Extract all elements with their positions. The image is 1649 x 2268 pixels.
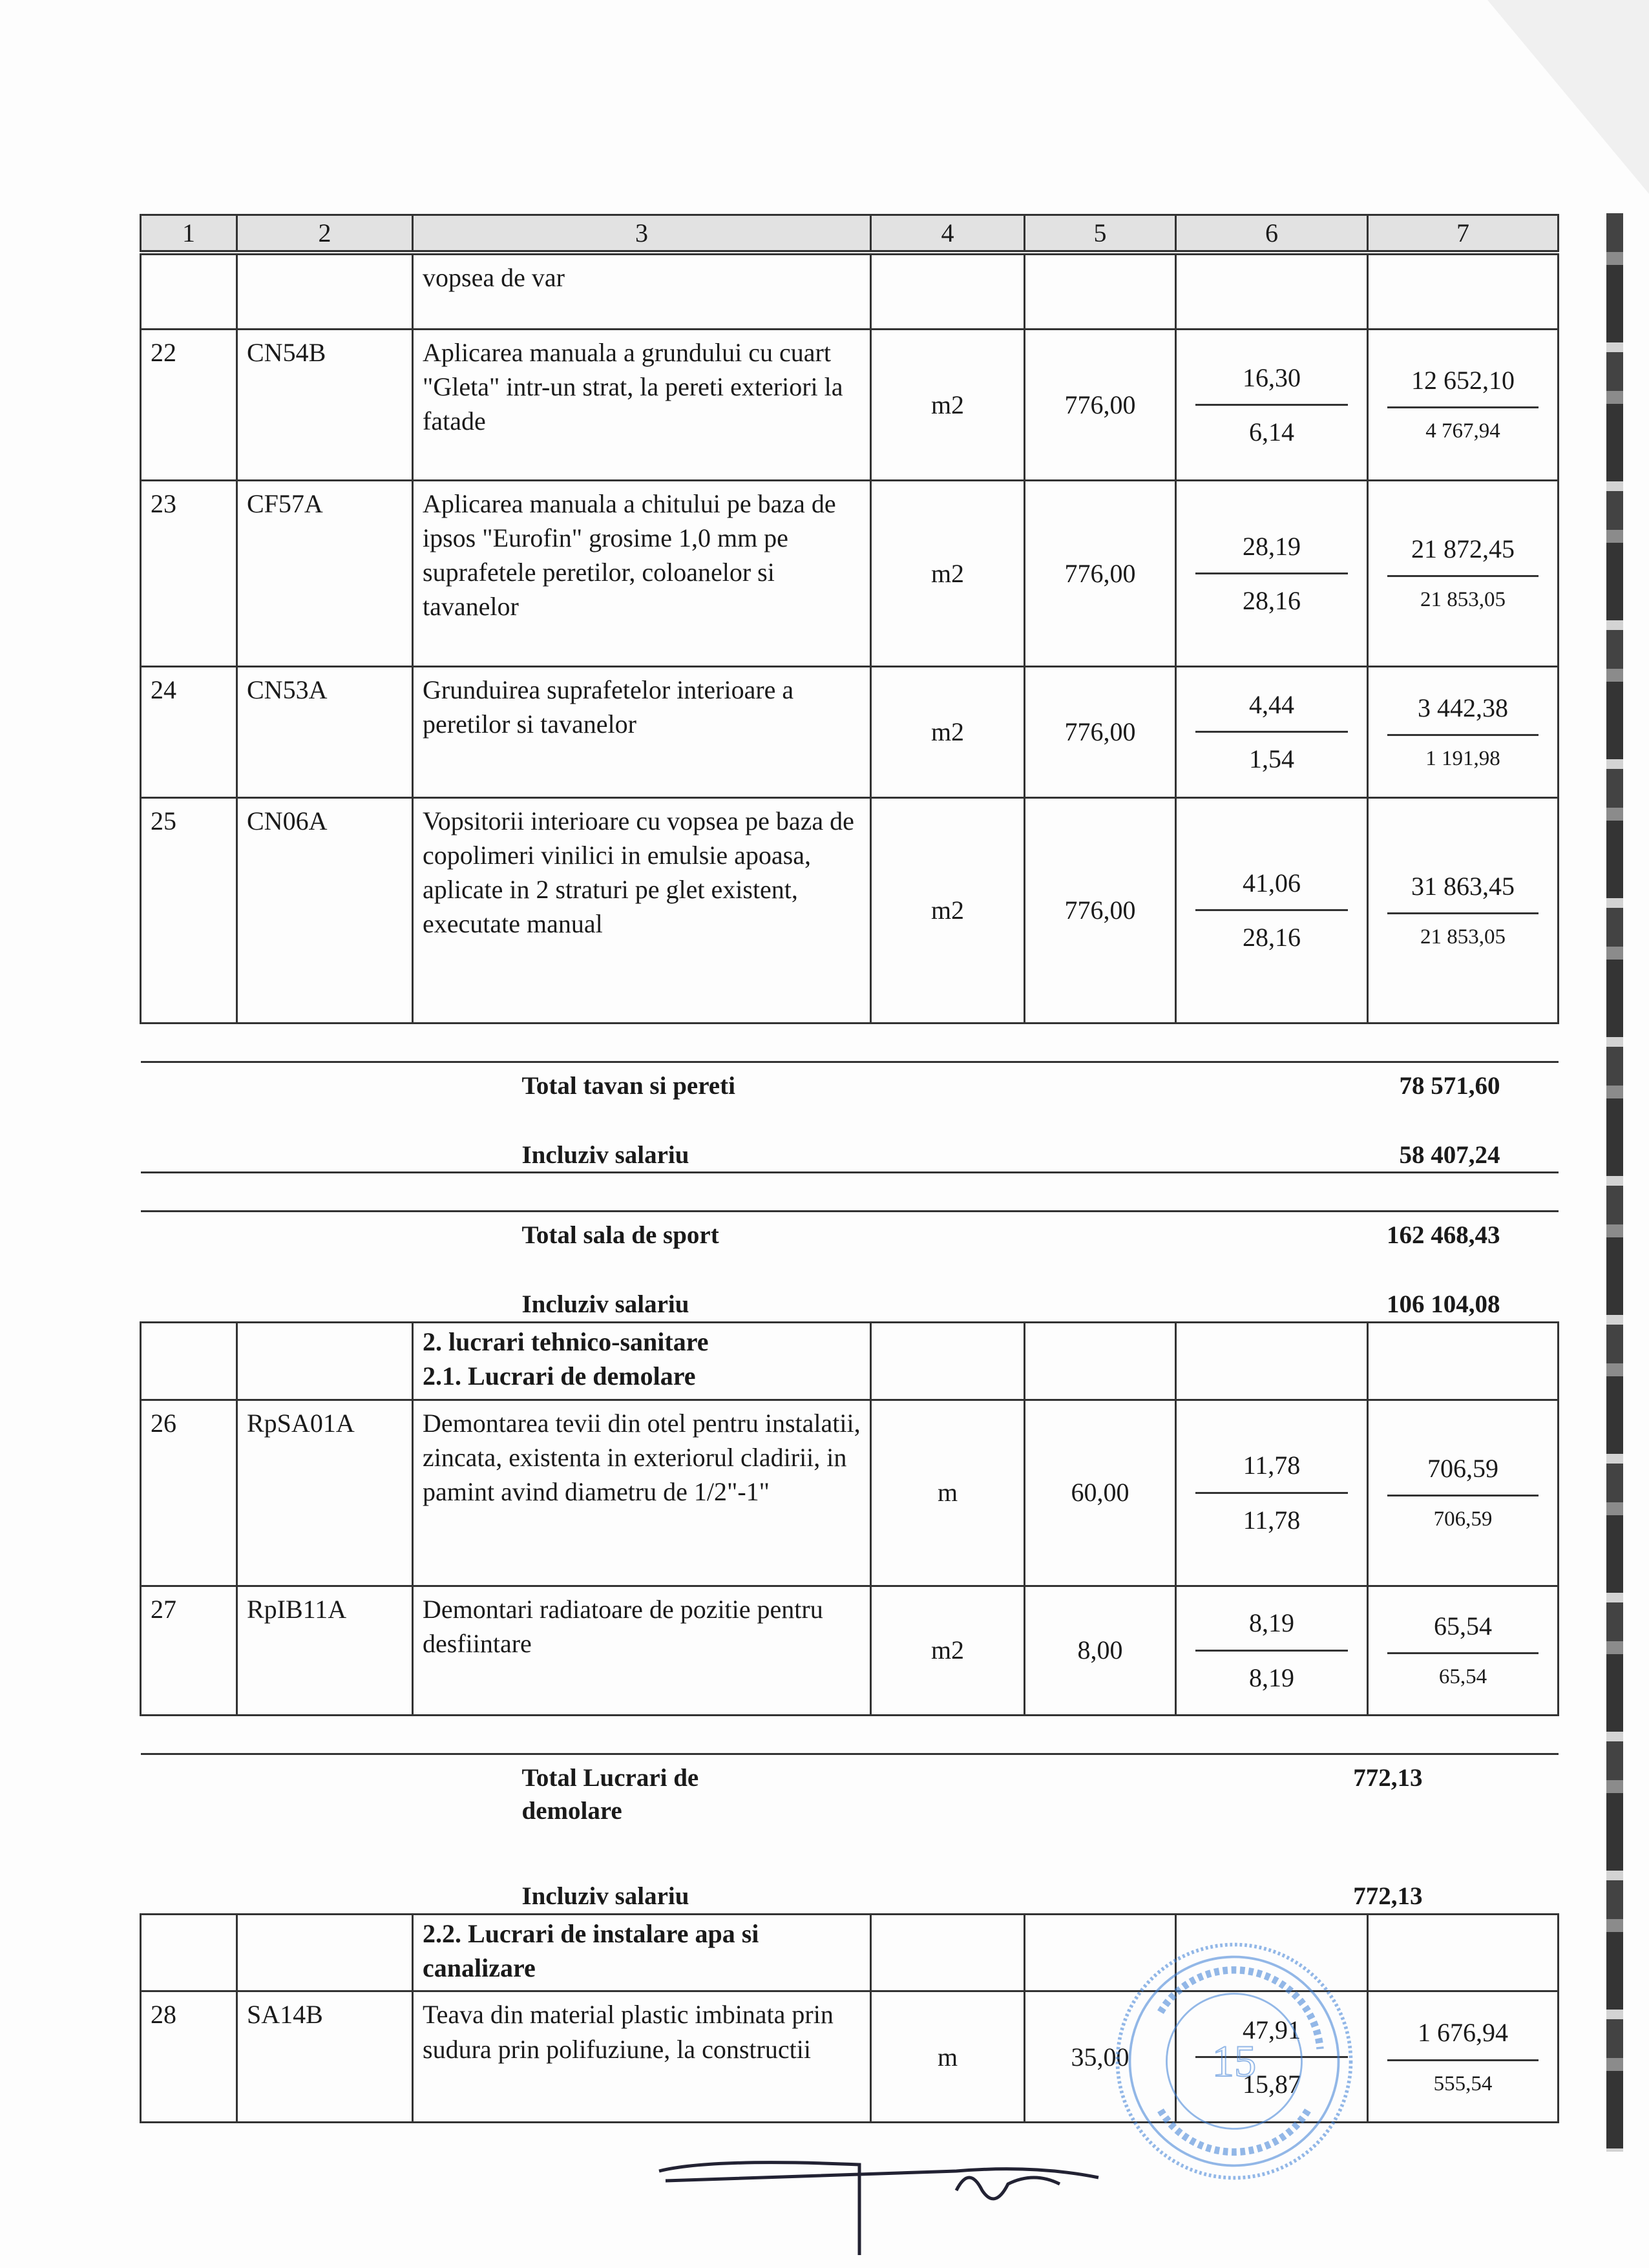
spacer-row <box>141 1023 1559 1062</box>
spacer-row <box>141 1173 1559 1212</box>
row-number: 25 <box>141 797 237 1023</box>
total-cell <box>1368 666 1559 797</box>
spacer-row <box>141 1715 1559 1754</box>
signature <box>646 2132 1163 2262</box>
unit: m2 <box>871 1586 1025 1715</box>
total-row <box>141 1062 1559 1173</box>
norm-code: RpSA01A <box>237 1400 413 1586</box>
price-cell <box>1176 1586 1368 1715</box>
column-header: 7 <box>1368 215 1559 253</box>
salary-value: 106 104,08 <box>1387 1290 1500 1319</box>
table-row <box>141 480 1559 666</box>
total-label: Total sala de sport <box>521 1221 719 1250</box>
total-label: Total Lucrari de demolare <box>521 1763 699 1825</box>
total-total-value: 1 676,94 <box>1387 2015 1539 2061</box>
total-cell <box>1368 480 1559 666</box>
total-row <box>141 1212 1559 1323</box>
total-cell <box>1368 1400 1559 1586</box>
total-row <box>141 1754 1559 1915</box>
estimate-table <box>140 214 1559 2123</box>
total-cell <box>1368 329 1559 480</box>
row-number: 26 <box>141 1400 237 1586</box>
total-cell <box>1368 1991 1559 2123</box>
unit: m <box>871 1991 1025 2123</box>
row-number: 22 <box>141 329 237 480</box>
svg-text:15: 15 <box>1212 2036 1257 2086</box>
salary-value: 772,13 <box>1353 1882 1423 1911</box>
work-description: vopsea de var <box>413 253 871 329</box>
row-number: 27 <box>141 1586 237 1715</box>
price-total-value: 4,44 <box>1195 688 1347 733</box>
unit: m2 <box>871 666 1025 797</box>
section-title: 2. lucrari tehnico-sanitare 2.1. Lucrari de demolare <box>413 1323 871 1400</box>
price-cell <box>1176 480 1368 666</box>
salary-label: Incluziv salariu <box>521 1140 689 1169</box>
total-cell <box>1368 1586 1559 1715</box>
column-header: 5 <box>1025 215 1176 253</box>
salary-label: Incluziv salariu <box>521 1290 689 1319</box>
table-row <box>141 666 1559 797</box>
price-total-value: 41,06 <box>1195 866 1347 911</box>
norm-code: CN53A <box>237 666 413 797</box>
row-number <box>141 253 237 329</box>
price-salary-value: 6,14 <box>1249 417 1294 446</box>
work-description: Teava din material plastic imbinata prin sudura prin polifuziune, la constructii <box>413 1991 871 2123</box>
price-cell <box>1176 1400 1368 1586</box>
total-cell <box>1368 253 1559 329</box>
scan-edge-shadow <box>1606 213 1623 2152</box>
norm-code: CF57A <box>237 480 413 666</box>
total-value: 772,13 <box>1353 1763 1423 1792</box>
section-title: 2.2. Lucrari de instalare apa si canalizare <box>413 1915 871 1991</box>
column-header: 4 <box>871 215 1025 253</box>
row-number: 23 <box>141 480 237 666</box>
table-row <box>141 253 1559 329</box>
total-total-value: 65,54 <box>1387 1609 1539 1654</box>
total-total-value: 3 442,38 <box>1387 691 1539 736</box>
norm-code <box>237 253 413 329</box>
work-description: Grunduirea suprafetelor interioare a peretilor si tavanelor <box>413 666 871 797</box>
unit <box>871 253 1025 329</box>
price-total-value: 47,91 <box>1195 2013 1347 2058</box>
work-description: Vopsitorii interioare cu vopsea pe baza de copolimeri vinilici in emulsie apoasa, aplicate in 2 straturi pe glet existent, executate manual <box>413 797 871 1023</box>
table-row <box>141 797 1559 1023</box>
price-salary-value: 15,87 <box>1243 2069 1301 2099</box>
work-description: Demontarea tevii din otel pentru instalatii, zincata, existenta in exteriorul cladirii, in pamint avind diametru de 1/2"-1" <box>413 1400 871 1586</box>
total-salary-value: 21 853,05 <box>1420 588 1506 612</box>
price-total-value: 16,30 <box>1195 361 1347 406</box>
price-salary-value: 28,16 <box>1243 585 1301 615</box>
total-salary-value: 65,54 <box>1438 1665 1487 1689</box>
column-header-row <box>141 215 1559 253</box>
total-cell <box>1368 797 1559 1023</box>
total-total-value: 706,59 <box>1387 1451 1539 1496</box>
row-number: 24 <box>141 666 237 797</box>
price-total-value: 11,78 <box>1195 1448 1347 1493</box>
price-salary-value: 8,19 <box>1249 1663 1294 1692</box>
total-value: 162 468,43 <box>1387 1221 1500 1250</box>
norm-code: SA14B <box>237 1991 413 2123</box>
price-cell <box>1176 797 1368 1023</box>
price-salary-value: 1,54 <box>1249 744 1294 774</box>
price-cell <box>1176 329 1368 480</box>
total-label: Total tavan si pereti <box>521 1071 735 1100</box>
unit: m2 <box>871 329 1025 480</box>
row-number: 28 <box>141 1991 237 2123</box>
quantity: 35,00 <box>1025 1991 1176 2123</box>
total-total-value: 31 863,45 <box>1387 869 1539 914</box>
table-row <box>141 1400 1559 1586</box>
work-description: Aplicarea manuala a chitului pe baza de ipsos "Eurofin" grosime 1,0 mm pe suprafetele peretilor, coloanelor si tavanelor <box>413 480 871 666</box>
price-cell <box>1176 253 1368 329</box>
quantity: 776,00 <box>1025 329 1176 480</box>
section-header-row <box>141 1323 1559 1400</box>
quantity: 60,00 <box>1025 1400 1176 1586</box>
folded-page-corner <box>1487 0 1649 194</box>
total-salary-value: 4 767,94 <box>1425 419 1500 443</box>
column-header: 2 <box>237 215 413 253</box>
total-salary-value: 1 191,98 <box>1425 746 1500 770</box>
quantity: 776,00 <box>1025 797 1176 1023</box>
total-salary-value: 555,54 <box>1433 2072 1493 2095</box>
total-value: 78 571,60 <box>1399 1071 1500 1100</box>
table-row <box>141 329 1559 480</box>
norm-code: CN06A <box>237 797 413 1023</box>
quantity: 8,00 <box>1025 1586 1176 1715</box>
unit: m <box>871 1400 1025 1586</box>
column-header: 3 <box>413 215 871 253</box>
norm-code: CN54B <box>237 329 413 480</box>
price-total-value: 28,19 <box>1195 529 1347 574</box>
quantity: 776,00 <box>1025 666 1176 797</box>
quantity: 776,00 <box>1025 480 1176 666</box>
norm-code: RpIB11A <box>237 1586 413 1715</box>
total-salary-value: 21 853,05 <box>1420 925 1506 949</box>
total-total-value: 12 652,10 <box>1387 363 1539 408</box>
salary-value: 58 407,24 <box>1399 1140 1500 1169</box>
unit: m2 <box>871 480 1025 666</box>
price-cell <box>1176 666 1368 797</box>
total-salary-value: 706,59 <box>1433 1507 1493 1531</box>
quantity <box>1025 253 1176 329</box>
unit: m2 <box>871 797 1025 1023</box>
total-total-value: 21 872,45 <box>1387 532 1539 577</box>
work-description: Demontari radiatoare de pozitie pentru desfiintare <box>413 1586 871 1715</box>
column-header: 6 <box>1176 215 1368 253</box>
table-row <box>141 1586 1559 1715</box>
work-description: Aplicarea manuala a grundului cu cuart "Gleta" intr-un strat, la pereti exteriori la fatade <box>413 329 871 480</box>
price-salary-value: 28,16 <box>1243 923 1301 952</box>
price-salary-value: 11,78 <box>1243 1505 1301 1535</box>
salary-label: Incluziv salariu <box>521 1882 689 1911</box>
column-header: 1 <box>141 215 237 253</box>
price-total-value: 8,19 <box>1195 1606 1347 1651</box>
